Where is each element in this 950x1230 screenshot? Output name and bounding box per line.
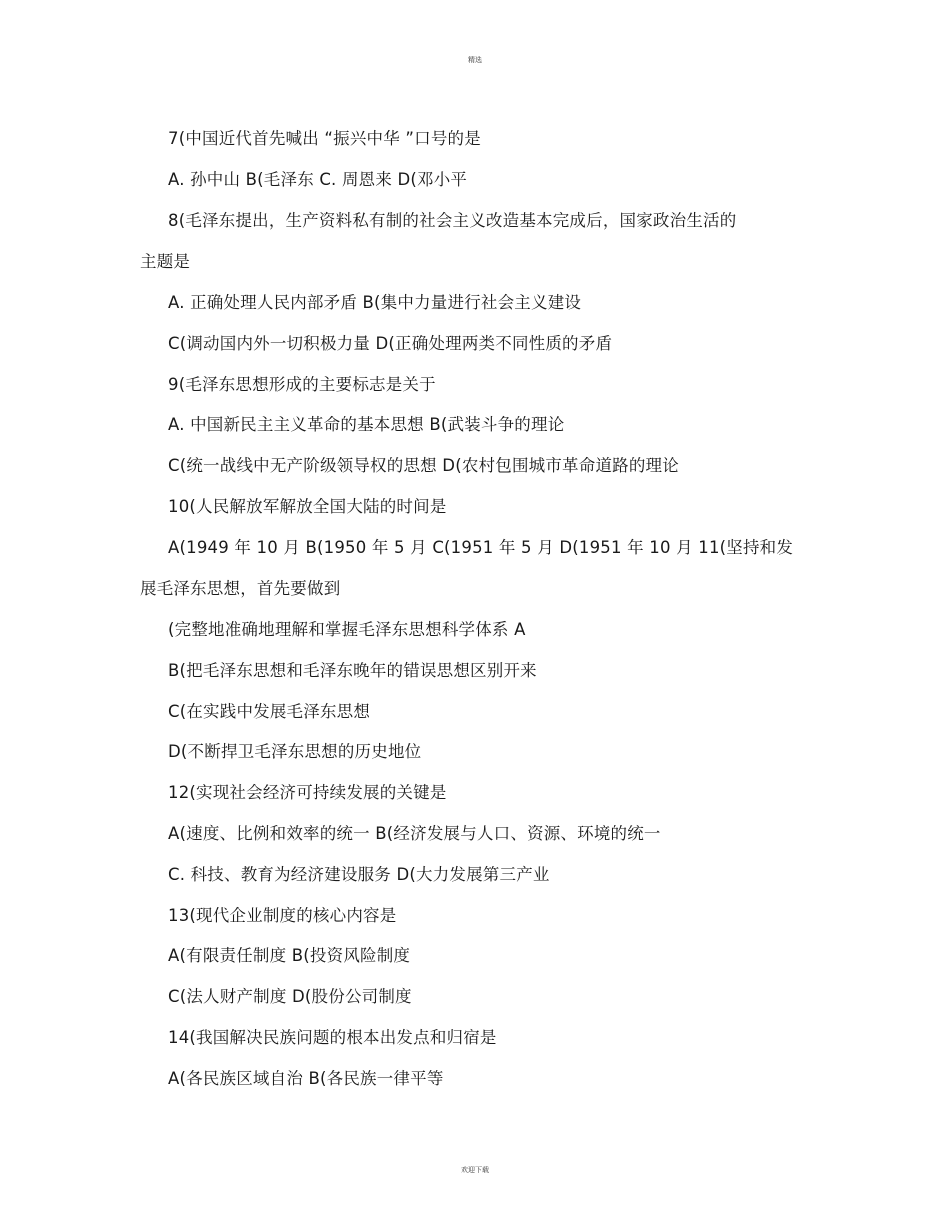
question-11-option-b: B(把毛泽东思想和毛泽东晚年的错误思想区别开来 [168,661,537,680]
question-10: 10(人民解放军解放全国大陆的时间是 [168,497,447,516]
question-12: 12(实现社会经济可持续发展的关键是 [168,783,447,802]
question-8-options-ab: A. 正确处理人民内部矛盾 B(集中力量进行社会主义建设 [168,293,582,312]
page-header: 精选 [468,56,482,64]
question-7: 7(中国近代首先喊出 “振兴中华 ”口号的是 [168,129,481,148]
question-8-options-cd: C(调动国内外一切积极力量 D(正确处理两类不同性质的矛盾 [168,334,613,353]
question-8-continued: 主题是 [140,252,191,271]
question-8: 8(毛泽东提出，生产资料私有制的社会主义改造基本完成后，国家政治生活的 [168,211,737,230]
question-10-options: A(1949 年 10 月 B(1950 年 5 月 C(1951 年 5 月 D(1951 年 10 月 11(坚持和发 [168,538,794,557]
question-9-options-cd: C(统一战线中无产阶级领导权的思想 D(农村包围城市革命道路的理论 [168,456,679,475]
page-footer: 欢迎下载 [461,1166,489,1174]
question-12-options-cd: C. 科技、教育为经济建设服务 D(大力发展第三产业 [168,865,550,884]
question-12-options-ab: A(速度、比例和效率的统一 B(经济发展与人口、资源、环境的统一 [168,824,661,843]
question-11-continued: 展毛泽东思想，首先要做到 [140,579,341,598]
question-11-option-d: D(不断捍卫毛泽东思想的历史地位 [168,742,422,761]
question-9-options-ab: A. 中国新民主主义革命的基本思想 B(武装斗争的理论 [168,415,565,434]
question-7-options: A. 孙中山 B(毛泽东 C. 周恩来 D(邓小平 [168,170,468,189]
question-13-options-ab: A(有限责任制度 B(投资风险制度 [168,946,411,965]
question-11-option-a: (完整地准确地理解和掌握毛泽东思想科学体系 A [168,620,526,639]
question-14-options-ab: A(各民族区域自治 B(各民族一律平等 [168,1069,444,1088]
question-13: 13(现代企业制度的核心内容是 [168,906,397,925]
question-9: 9(毛泽东思想形成的主要标志是关于 [168,375,436,394]
question-14: 14(我国解决民族问题的根本出发点和归宿是 [168,1028,497,1047]
question-13-options-cd: C(法人财产制度 D(股份公司制度 [168,987,412,1006]
question-11-option-c: C(在实践中发展毛泽东思想 [168,702,371,721]
